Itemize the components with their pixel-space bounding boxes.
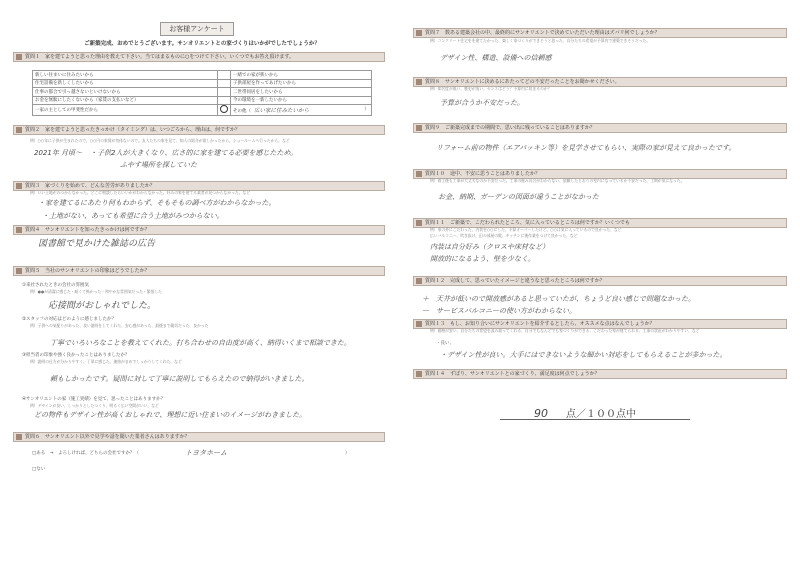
question-marker-icon (416, 278, 422, 284)
question-5-sub-4: ④サンオリエントの家（施工実績）を見て、思ったことはありますか？ (22, 397, 166, 402)
question-5-sub-3: ③担当者の印象や強く良かったことはありましたか？ (22, 353, 130, 358)
question-7-answer: デザイン性、構造、設備への信頼感 (440, 54, 552, 62)
question-5-note-2: 例）子供への気配りがあった、良い説明をしてくれた、安心感があった、最後まで親切だった、良かった (30, 323, 209, 328)
question-11-note-2: 広いバルコニー、吹き抜け、幻の部屋の数、キッチンに後作業をつけて良かった、など (430, 233, 578, 238)
option-left-5: 一家の主としての甲斐性だから (33, 105, 218, 116)
question-marker-icon (416, 79, 422, 85)
question-marker-icon (416, 125, 422, 131)
question-2-answer-date: 2021年 月頃～ (34, 149, 83, 157)
option-right-3: 二世帯同居をしたいから (231, 88, 372, 97)
question-10-note: 例）着工後も工事が大丈夫なのか不安だった。工事の進み具合がわからない、依頼したとおりの室内になっているか不安だった、工期が気になった。 (430, 178, 685, 183)
question-6-yes-option (32, 450, 139, 456)
question-5-answer-3: 頼もしかったです。疑問に対して丁寧に説明してもらえたので納得がいきました。 (50, 375, 309, 383)
survey-title: お客様アンケート (160, 22, 234, 36)
question-5-sub-2: ②スタッフの対応はどのように感じましたか？ (22, 317, 117, 322)
question-3-answer-1: ・家を建てるにあたり何もわからず、そもそもの調べ方がわからなかった。 (38, 199, 276, 207)
question-13-answer-0: ・良い、 (436, 341, 454, 346)
question-marker-icon (416, 220, 422, 226)
question-12-label: 質問１２ 完成して、思っていたイメージと違うなと思ったところは何ですか？ (425, 278, 605, 284)
question-12-plus-mark: ＋ (422, 295, 429, 303)
question-marker-icon (16, 54, 22, 60)
question-marker-icon (416, 171, 422, 177)
question-13-label: 質問１３ もし、お知り合いにサンオリエントを紹介するとしたら、オススメな点はなんでしょうか？ (425, 321, 655, 327)
question-2-answer-2: ふやす場所を探していた (120, 161, 197, 169)
option-right-5: その他（ (233, 109, 251, 114)
question-7-label: 質問７ 数ある建築会社の中、最終的にサンオリエントで決めていただいた理由はズバリ何でしょうか？ (425, 30, 660, 36)
question-11-note: 例）家の外にこだわった、内装を○○にした、予算オーバーしたけど、○○は気に入っているので良かった、など (430, 227, 622, 232)
question-marker-icon (16, 183, 22, 189)
score-value: 90 (534, 407, 548, 420)
option-right-4: 今の環境を一新したいから (231, 96, 372, 105)
question-3-note: 例）いい土地がみつからなかった。どこに相談したらいいかがわからなかった。好みの家を建てる業者が見つからなかった。など (30, 190, 251, 195)
option-right-1: 一緒での家が狭いから (231, 71, 372, 80)
question-2-answer-1: ・子供2人が大きくなり、広さ的に家を建てる必要を感じたため。 (90, 149, 298, 157)
question-13-note: 例）価格が安い、自分たちの希望を汲み取ってくれる、自分でもなんどでも家づくりができる、こだわった家が建てられる、工事の状況がわかりやすい、など (430, 328, 700, 333)
question-1-options (32, 70, 372, 116)
question-6-close-paren: ） (345, 451, 350, 456)
option-left-2: 住宅設備を新しくしたいから (33, 79, 218, 88)
question-11-answer-2: 開放的になるよう、壁を少なく。 (430, 255, 535, 263)
question-14-header (413, 369, 787, 379)
question-5-header (13, 266, 385, 276)
question-5-note-4: 例）デザインが良い、しっかりとしたつくり、明るく広い空間がいい、など (30, 403, 159, 408)
question-9-header (413, 123, 787, 133)
question-7-header (413, 28, 787, 38)
question-marker-icon (16, 227, 22, 233)
question-6-header (13, 432, 385, 442)
option-left-3: 仕事の都合で引っ越さないといけないから (33, 88, 218, 97)
question-2-header (13, 125, 385, 135)
option-row (33, 79, 372, 88)
question-8-answer: 予算が合うか不安だった。 (440, 99, 524, 107)
question-8-note: 例）知名度が低い、歴史が浅い、センスはどう？予算内に収まるのか？ (430, 86, 552, 91)
survey-intro: ご新築完成、おめでとうございます。サンオリエントとの家づくりはいかがでしたでしょうか？ (84, 41, 320, 47)
option-row (33, 88, 372, 97)
question-5-sub-1: ①来社されたときの会社の雰囲気 (22, 283, 90, 288)
question-12-answer-2: サービスバルコニーの使い方がわからない。 (436, 307, 576, 315)
question-marker-icon (16, 268, 22, 274)
satisfaction-score (534, 405, 636, 420)
question-9-label: 質問９ ご新築完成までの期間で、思い出に残っていることはありますか？ (425, 125, 595, 131)
option-row (33, 71, 372, 80)
question-marker-icon (416, 371, 422, 377)
selected-circle-icon (220, 105, 228, 113)
question-12-minus-mark: ー (422, 307, 429, 315)
question-11-label: 質問１１ ご新築で、こだわられたところ、気に入っているところは何ですか？いくつでも (425, 220, 630, 226)
option-left-4: お金を無駄にしたくないから（家賃の支払いなど） (33, 96, 218, 105)
question-2-label: 質問２ 家を建てようと思ったきっかけ（タイミング）は、いつごろから、理由は、何ですか？ (25, 127, 240, 133)
question-5-answer-1: 応接間がおしゃれでした。 (48, 301, 157, 311)
option-row (33, 96, 372, 105)
other-close-paren: ） (364, 107, 369, 112)
question-11-answer-1: 内装は自分好み（クロスや床材など） (430, 243, 549, 251)
question-1-header (13, 52, 385, 62)
question-7-note: 例）コンクリート住宅をを建てたかった、楽しく家づくりができそうと思った、自分たちの希望が予算内で建築できそうだった。 (430, 38, 651, 43)
question-5-answer-2: 丁寧でいろいろなことを教えてくれた。打ち合わせの自由度が高く、納得いくまで相談できた。 (50, 339, 351, 347)
question-marker-icon (416, 30, 422, 36)
question-12-header (413, 276, 787, 286)
other-answer: 広い家に住みたいから (254, 108, 310, 114)
question-10-label: 質問１０ 途中、不安に思うことはありましたか？ (425, 171, 541, 177)
question-10-answer: お金、納期、ガーデンの図面が違うことがなかった (438, 193, 599, 201)
question-6-label: 質問６ サンオリエント以外で見学や話を聞いた業者さんはありますか？ (25, 434, 190, 440)
question-6-no-option: □ない (32, 467, 46, 472)
option-left-1: 新しい住まいに住みたいから (33, 71, 218, 80)
question-3-answer-2: ・土地がない、あっても希望に合う土地がみつからない。 (42, 212, 224, 220)
score-underline (500, 419, 690, 420)
question-marker-icon (416, 321, 422, 327)
question-marker-icon (16, 127, 22, 133)
question-5-answer-4: どの物件もデザイン性が高くおしゃれで、理想に近い住まいのイメージがわきました。 (34, 411, 307, 419)
question-5-note-1: 例）●●が清潔に感じた・暗くて怖かった・和やかな雰囲気だった・緊張した (30, 289, 162, 294)
question-6-company: トヨタホーム (185, 449, 227, 457)
option-right-2: 子供部屋を作ってあげたいから (231, 79, 372, 88)
question-14-label: 質問１４ ずばり、サンオリエントとの家づくり、満足度は何点でしょうか？ (425, 371, 600, 377)
option-row (33, 105, 372, 116)
question-3-label: 質問３ 家づくりを始めて、どんな苦労がありましたか？ (25, 183, 155, 189)
question-marker-icon (16, 434, 22, 440)
question-1-label: 質問１ 家を建てようと思った理由を教えて下さい。当てはまるものに○をつけて下さい。いくつでもお答え頂けます。 (25, 54, 294, 60)
question-4-label: 質問４ サンオリエントを知ったきっかけは何ですか？ (25, 227, 150, 233)
question-5-note-3: 例）説明の仕方が分かりやすく、丁寧に感じた。連絡がまめでしっかりしてくれた、など (30, 359, 182, 364)
question-12-answer-1: 天井が低いので開放感があると思っていたが、ちょうど良い感じで問題なかった。 (436, 295, 695, 303)
question-2-note: 例）○○年に子供が生まれたので。○○円の家賃が勿体ないので。友人たちの家を見て、知人の紹介が欲しかったから。ショールームへ行ったから。など (30, 138, 290, 143)
question-8-label: 質問８ サンオリエントに決めるにあたってどの不安だったことをお聞かせください。 (425, 79, 620, 85)
question-4-answer: 図書館で見かけた雑誌の広告 (38, 239, 156, 249)
question-4-header (13, 225, 385, 235)
question-5-label: 質問５ 当社のサンオリエントの印象はどうでしたか？ (25, 268, 150, 274)
score-text: 点／１００点中 (566, 409, 636, 420)
question-13-answer: ・デザイン性が良い。大手にはできないような細かい対応をしてもらえることが多かった。 (440, 351, 727, 359)
question-9-answer: リフォーム前の物件（エアパッキン等）を見学させてもらい、実際の家が見えて良かったです。 (436, 144, 736, 152)
question-6-yes-text: □ある → よろしければ、どちらの会社ですか？（ (32, 451, 140, 456)
